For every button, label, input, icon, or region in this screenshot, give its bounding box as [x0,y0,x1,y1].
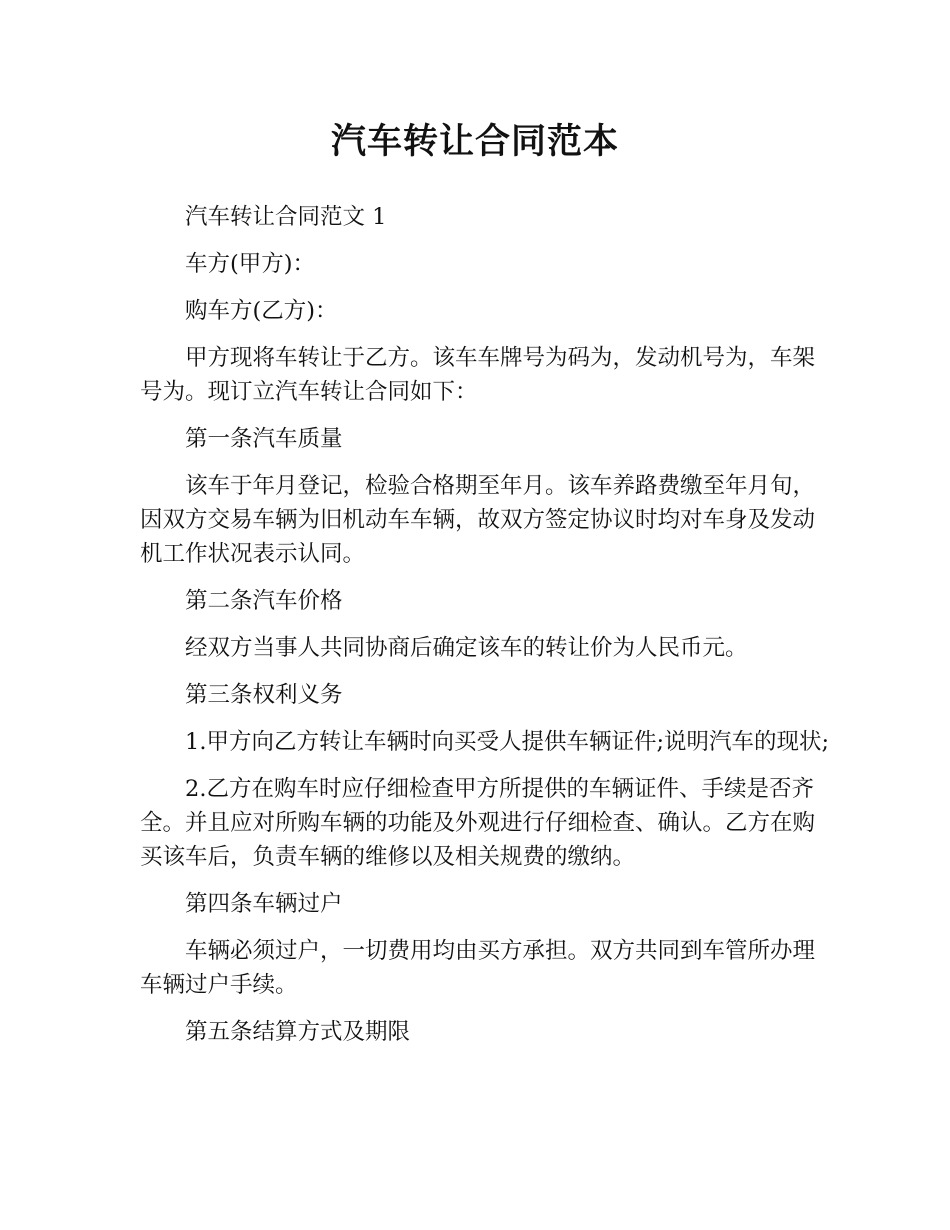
paragraph-buyer: 购车方(乙方)： [185,298,338,324]
paragraph-seller: 车方(甲方)： [185,251,316,277]
paragraph-article-2-heading: 第二条汽车价格 [185,588,343,614]
paragraph-heading-sample: 汽车转让合同范文 1 [185,204,387,230]
document-body [140,200,835,1062]
paragraph-article-1-body: 该车于年月登记，检验合格期至年月。该车养路费缴至年月旬，因双方交易车辆为旧机动车车辆，故双方签定协议时均对车身及发动机工作状况表示认同。 [140,473,816,567]
document-title: 汽车转让合同范本 [330,122,619,162]
paragraph-article-3-item-2: 2.乙方在购车时应仔细检查甲方所提供的车辆证件、手续是否齐全。并且应对所购车辆的功能及外观进行仔细检查、确认。乙方在购买该车后，负责车辆的维修以及相关规费的缴纳。 [140,776,816,870]
paragraph-article-5-heading: 第五条结算方式及期限 [185,1019,411,1045]
paragraph-article-4-body: 车辆必须过户，一切费用均由买方承担。双方共同到车管所办理车辆过户手续。 [140,938,816,998]
paragraph-article-3-item-1: 1.甲方向乙方转让车辆时向买受人提供车辆证件;说明汽车的现状; [185,729,830,755]
paragraph-article-2-body: 经双方当事人共同协商后确定该车的转让价为人民币元。 [185,635,748,661]
paragraph-article-1-heading: 第一条汽车质量 [185,426,343,452]
paragraph-intro: 甲方现将车转让于乙方。该车车牌号为码为，发动机号为，车架号为。现订立汽车转让合同如下： [140,345,816,405]
paragraph-article-3-heading: 第三条权利义务 [185,682,343,708]
paragraph-article-4-heading: 第四条车辆过户 [185,891,343,917]
